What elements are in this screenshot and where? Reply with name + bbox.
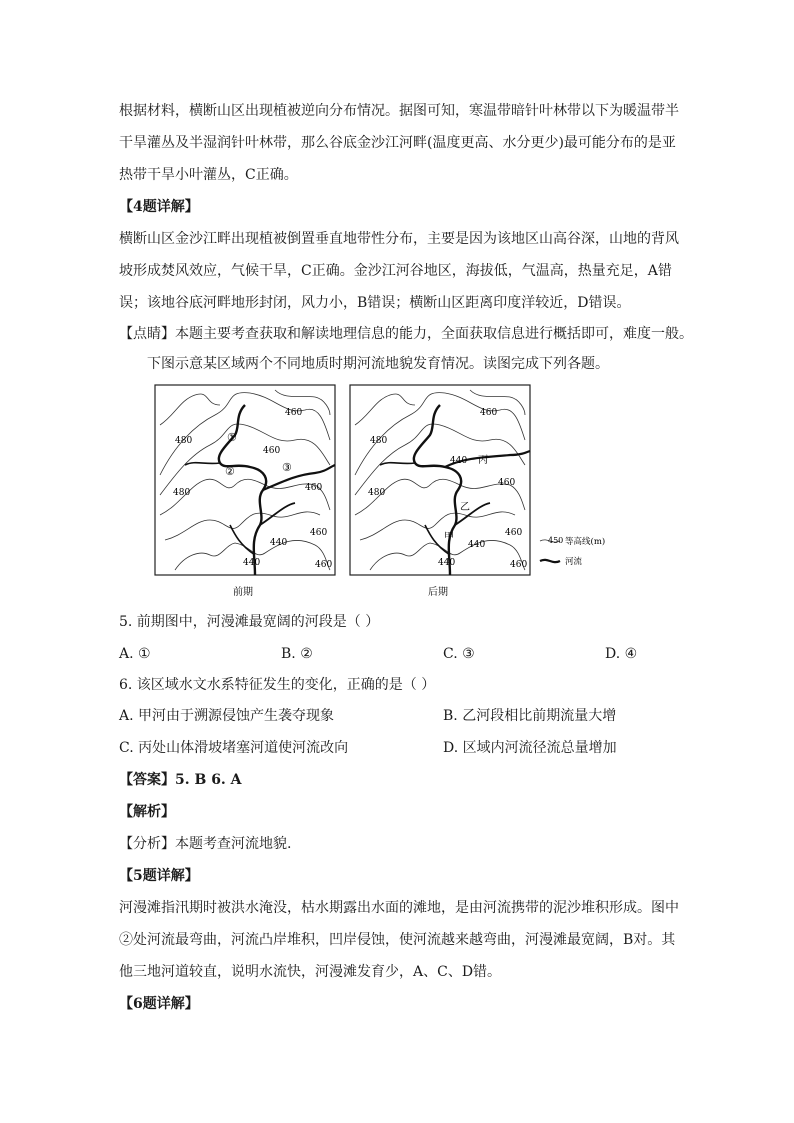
- river-landform-figure: [150, 385, 606, 600]
- legend-contour-label: 等高线(m): [565, 537, 606, 547]
- q4-detail-heading: 【4题详解】: [119, 199, 199, 215]
- q6-option-a[interactable]: A. 甲河由于溯源侵蚀产生袭夺现象: [119, 708, 335, 724]
- q6-detail-heading: 【6题详解】: [119, 996, 199, 1012]
- right-caption: 后期: [428, 587, 448, 598]
- intro: 下图示意某区域两个不同地质时期河流地貌发育情况。读图完成下列各题。: [147, 356, 609, 372]
- legend-river-label: 河流: [565, 557, 583, 567]
- q5-detail-line-3: 他三地河道较直，说明水流快，河漫滩发育少，A、C、D错。: [119, 964, 502, 980]
- marker-jia: 甲: [444, 532, 454, 543]
- q5-detail-line-1: 河漫滩指汛期时被洪水淹没，枯水期露出水面的滩地，是由河流携带的泥沙堆积形成。图中: [119, 900, 679, 916]
- analysis-heading: 【解析】: [119, 804, 175, 820]
- explanation-line-1: 根据材料，横断山区出现植被逆向分布情况。据图可知，寒温带暗针叶林带以下为暖温带半: [119, 103, 679, 119]
- contour-label: 440: [450, 456, 468, 466]
- contour-line: [275, 390, 330, 415]
- comment: 【点睛】本题主要考查获取和解读地理信息的能力，全面获取信息进行概括即可，难度一般。: [119, 326, 693, 342]
- contour-label: 440: [438, 558, 456, 568]
- q4-detail-line-3: 误；该地谷底河畔地形封闭，风力小，B错误；横断山区距离印度洋较近，D错误。: [119, 295, 631, 311]
- contour-label: 480: [370, 436, 388, 446]
- left-caption: 前期: [233, 587, 253, 598]
- contour-label: 460: [263, 446, 281, 456]
- marker-yi: 乙: [460, 502, 470, 513]
- contour-line: [160, 393, 330, 475]
- contour-label: 460: [505, 528, 523, 538]
- legend: [540, 536, 605, 567]
- contour-line: [355, 393, 525, 475]
- contour-label: 480: [173, 488, 191, 498]
- explanation-line-3: 热带干旱小叶灌丛，C正确。: [119, 167, 298, 183]
- contour-label: 440: [243, 558, 261, 568]
- contour-line: [165, 512, 320, 540]
- contour-line: [355, 394, 415, 425]
- contour-label: 460: [315, 560, 333, 570]
- contour-label: 460: [480, 408, 498, 418]
- contour-label: 460: [305, 483, 323, 493]
- right-panel: [350, 385, 530, 598]
- contour-label: 460: [285, 408, 303, 418]
- q6-option-c[interactable]: C. 丙处山体滑坡堵塞河道使河流改向: [119, 740, 349, 756]
- contour-label: 460: [498, 478, 516, 488]
- q5-detail-line-2: ②处河流最弯曲，河流凸岸堆积，凹岸侵蚀，使河流越来越弯曲，河漫滩最宽阔，B对。其: [119, 932, 676, 948]
- q5-option-b[interactable]: B. ②: [281, 646, 313, 662]
- q6-option-b[interactable]: B. 乙河段相比前期流量大增: [443, 708, 617, 724]
- q6-option-d[interactable]: D. 区域内河流径流总量增加: [443, 740, 617, 756]
- contour-label: 440: [468, 540, 486, 550]
- contour-label: 480: [368, 488, 386, 498]
- explanation-line-2: 干旱灌丛及半湿润针叶林带，那么谷底金沙江河畔(温度更高、水分更少)最可能分布的是亚: [119, 135, 676, 151]
- contour-label: 440: [270, 538, 288, 548]
- river-tributary: [185, 463, 220, 465]
- marker-bing: 丙: [478, 455, 488, 466]
- q5-detail-heading: 【5题详解】: [119, 868, 199, 884]
- q5-option-d[interactable]: D. ④: [605, 646, 638, 662]
- q5-stem: 5. 前期图中，河漫滩最宽阔的河段是（ ）: [119, 614, 380, 630]
- answer: 【答案】5. B 6. A: [119, 772, 242, 788]
- contour-line: [360, 512, 515, 540]
- figure-svg: [150, 385, 606, 600]
- marker-1: ①: [227, 431, 237, 444]
- q6-stem: 6. 该区域水文水系特征发生的变化，正确的是（ ）: [119, 677, 436, 693]
- contour-line: [160, 394, 220, 425]
- left-panel: [155, 385, 335, 598]
- contour-label: 460: [310, 528, 328, 538]
- marker-2: ②: [225, 465, 235, 478]
- contour-label: 480: [175, 436, 193, 446]
- contour-line: [470, 390, 525, 415]
- q5-option-c[interactable]: C. ③: [443, 646, 475, 662]
- marker-3: ③: [282, 461, 292, 474]
- analysis: 【分析】本题考查河流地貌.: [119, 836, 292, 852]
- q4-detail-line-2: 坡形成焚风效应，气候干旱，C正确。金沙江河谷地区，海拔低，气温高，热量充足，A错: [119, 263, 672, 279]
- q4-detail-line-1: 横断山区金沙江畔出现植被倒置垂直地带性分布，主要是因为该地区山高谷深，山地的背风: [119, 231, 679, 247]
- river-tributary: [380, 463, 415, 465]
- legend-river-line: [540, 560, 560, 562]
- legend-contour-value: 450: [548, 536, 564, 545]
- river-tributary: [263, 465, 335, 490]
- contour-label: 460: [510, 560, 528, 570]
- q5-option-a[interactable]: A. ①: [119, 646, 151, 662]
